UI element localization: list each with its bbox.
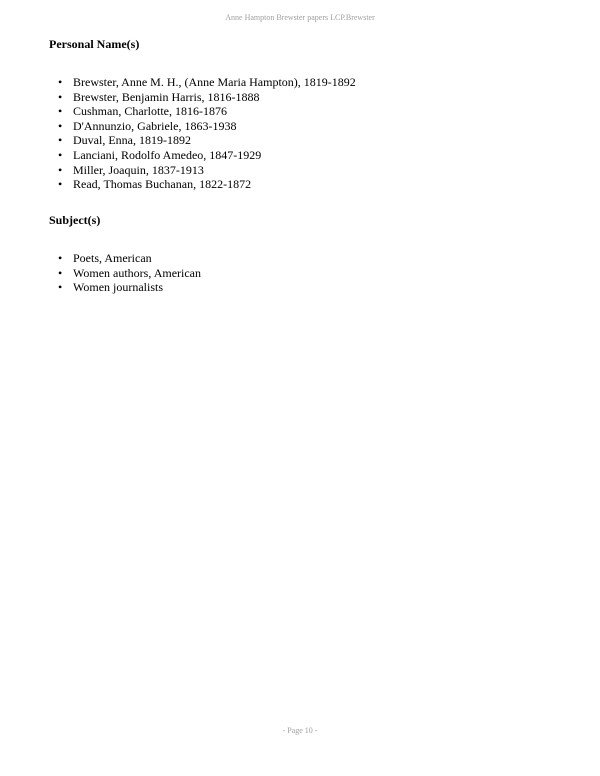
bullet-icon: • bbox=[58, 89, 63, 104]
subjects-section bbox=[49, 213, 569, 295]
bullet-icon: • bbox=[58, 104, 63, 119]
list-item-text: Brewster, Benjamin Harris, 1816-1888 bbox=[73, 89, 260, 104]
subjects-list bbox=[49, 251, 569, 295]
list-item bbox=[49, 266, 569, 281]
list-item bbox=[49, 251, 569, 266]
page-number: - Page 10 - bbox=[282, 726, 318, 735]
list-item bbox=[49, 90, 569, 105]
running-header: Anne Hampton Brewster papers LCP.Brewster bbox=[225, 13, 375, 22]
list-item bbox=[49, 104, 569, 119]
list-item bbox=[49, 75, 569, 90]
list-item-text: Women authors, American bbox=[73, 265, 201, 280]
list-item bbox=[49, 119, 569, 134]
list-item bbox=[49, 177, 569, 192]
list-item bbox=[49, 280, 569, 295]
personal-names-list bbox=[49, 75, 569, 192]
bullet-icon: • bbox=[58, 75, 63, 89]
bullet-icon: • bbox=[58, 280, 63, 295]
bullet-icon: • bbox=[58, 251, 63, 265]
list-item-text: Women journalists bbox=[73, 280, 164, 295]
list-item-text: Read, Thomas Buchanan, 1822-1872 bbox=[73, 177, 252, 192]
list-item-text: Lanciani, Rodolfo Amedeo, 1847-1929 bbox=[73, 147, 262, 162]
bullet-icon: • bbox=[58, 265, 63, 280]
list-item-text: Brewster, Anne M. H., (Anne Maria Hampton), 1819-1892 bbox=[73, 75, 356, 89]
bullet-icon: • bbox=[58, 118, 63, 133]
list-item bbox=[49, 148, 569, 163]
list-item bbox=[49, 163, 569, 178]
personal-names-section bbox=[49, 37, 569, 192]
list-item-text: D'Annunzio, Gabriele, 1863-1938 bbox=[73, 118, 237, 133]
bullet-icon: • bbox=[58, 133, 63, 148]
subjects-heading: Subject(s) bbox=[49, 213, 101, 227]
list-item-text: Poets, American bbox=[73, 251, 152, 265]
list-item-text: Cushman, Charlotte, 1816-1876 bbox=[73, 104, 227, 119]
list-item-text: Miller, Joaquin, 1837-1913 bbox=[73, 162, 204, 177]
bullet-icon: • bbox=[58, 162, 63, 177]
personal-names-heading: Personal Name(s) bbox=[49, 37, 140, 51]
list-item-text: Duval, Enna, 1819-1892 bbox=[73, 133, 191, 148]
bullet-icon: • bbox=[58, 177, 63, 192]
bullet-icon: • bbox=[58, 147, 63, 162]
list-item bbox=[49, 133, 569, 148]
